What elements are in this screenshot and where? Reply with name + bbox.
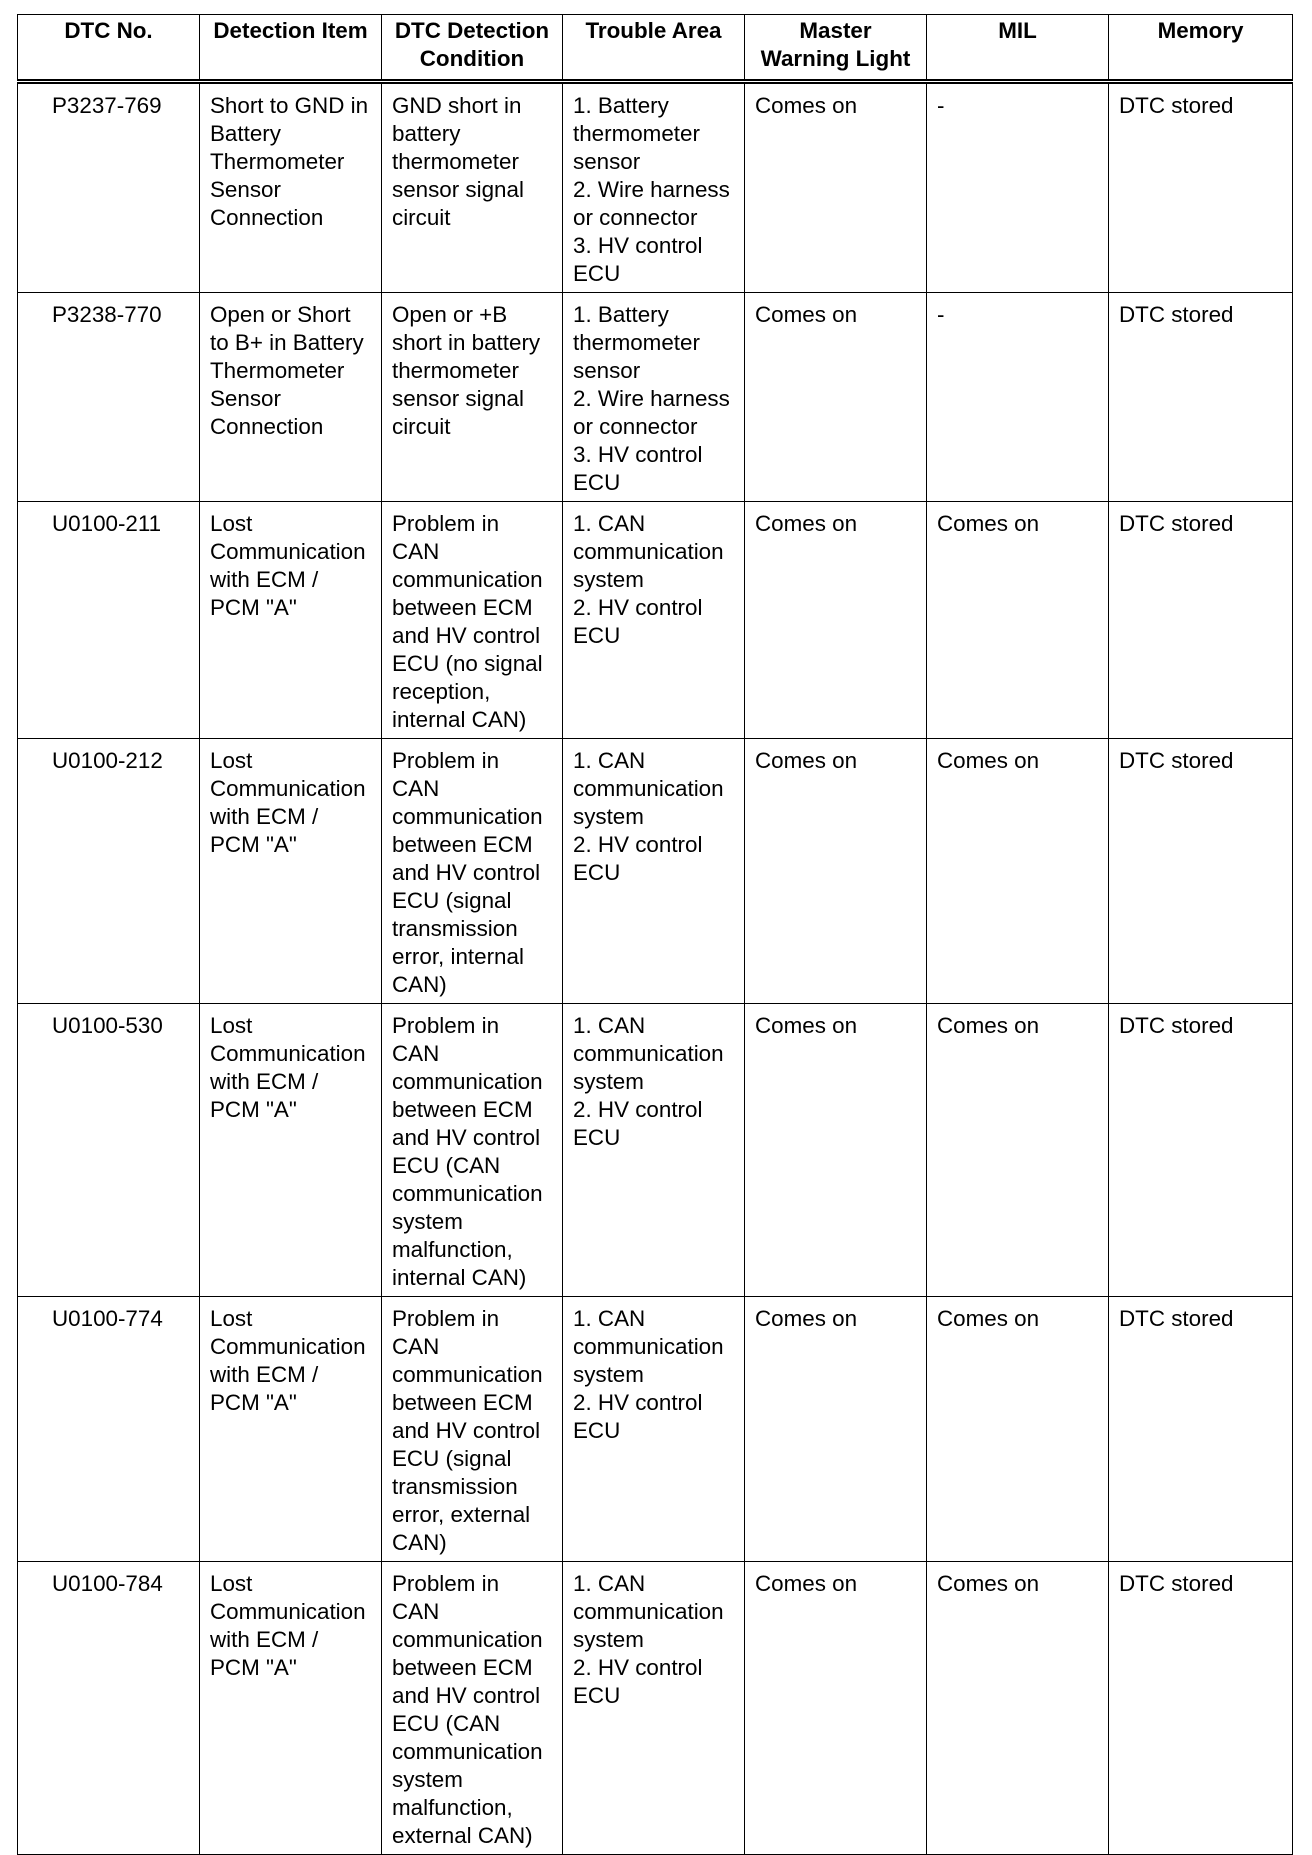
table-row [18, 293, 1293, 502]
table-row [18, 739, 1293, 1004]
detection-item-cell: Lost Communication with ECM / PCM "A" [200, 1004, 382, 1297]
trouble-area-cell: 1. CAN communication system 2. HV control ECU [563, 739, 745, 1004]
mil-cell: Comes on [927, 739, 1109, 1004]
master-warning-light-cell: Comes on [745, 739, 927, 1004]
header-master-warning-light: Master Warning Light [745, 15, 927, 82]
memory-cell: DTC stored [1109, 1297, 1293, 1562]
detection-condition-cell: Open or +B short in battery thermometer sensor signal circuit [382, 293, 563, 502]
mil-cell: Comes on [927, 1562, 1109, 1855]
trouble-area-cell: 1. CAN communication system 2. HV control ECU [563, 1297, 745, 1562]
dtc-no-cell: U0100-212 [18, 739, 200, 1004]
mil-cell: Comes on [927, 502, 1109, 739]
trouble-area-cell: 1. CAN communication system 2. HV control ECU [563, 502, 745, 739]
detection-condition-cell: Problem in CAN communication between ECM and HV control ECU (no signal reception, internal CAN) [382, 502, 563, 739]
mil-cell: Comes on [927, 1297, 1109, 1562]
table-row [18, 502, 1293, 739]
table-header [18, 15, 1293, 82]
memory-cell: DTC stored [1109, 1562, 1293, 1855]
document-page [17, 14, 1292, 1855]
master-warning-light-cell: Comes on [745, 293, 927, 502]
detection-item-cell: Lost Communication with ECM / PCM "A" [200, 1297, 382, 1562]
table-body [18, 82, 1293, 1855]
header-memory: Memory [1109, 15, 1293, 82]
detection-item-cell: Open or Short to B+ in Battery Thermometer Sensor Connection [200, 293, 382, 502]
detection-item-cell: Lost Communication with ECM / PCM "A" [200, 1562, 382, 1855]
detection-condition-cell: GND short in battery thermometer sensor signal circuit [382, 82, 563, 293]
detection-item-cell: Short to GND in Battery Thermometer Sensor Connection [200, 82, 382, 293]
detection-condition-cell: Problem in CAN communication between ECM and HV control ECU (CAN communication system malfunction, internal CAN) [382, 1004, 563, 1297]
dtc-no-cell: U0100-530 [18, 1004, 200, 1297]
header-detection-item: Detection Item [200, 15, 382, 82]
dtc-no-cell: P3238-770 [18, 293, 200, 502]
trouble-area-cell: 1. Battery thermometer sensor 2. Wire harness or connector 3. HV control ECU [563, 82, 745, 293]
memory-cell: DTC stored [1109, 739, 1293, 1004]
memory-cell: DTC stored [1109, 1004, 1293, 1297]
detection-condition-cell: Problem in CAN communication between ECM and HV control ECU (CAN communication system malfunction, external CAN) [382, 1562, 563, 1855]
detection-item-cell: Lost Communication with ECM / PCM "A" [200, 502, 382, 739]
detection-condition-cell: Problem in CAN communication between ECM and HV control ECU (signal transmission error, external CAN) [382, 1297, 563, 1562]
table-row [18, 1562, 1293, 1855]
mil-cell: - [927, 82, 1109, 293]
memory-cell: DTC stored [1109, 502, 1293, 739]
memory-cell: DTC stored [1109, 82, 1293, 293]
trouble-area-cell: 1. CAN communication system 2. HV control ECU [563, 1004, 745, 1297]
detection-item-cell: Lost Communication with ECM / PCM "A" [200, 739, 382, 1004]
dtc-no-cell: U0100-774 [18, 1297, 200, 1562]
header-dtc-no: DTC No. [18, 15, 200, 82]
trouble-area-cell: 1. CAN communication system 2. HV control ECU [563, 1562, 745, 1855]
dtc-no-cell: P3237-769 [18, 82, 200, 293]
master-warning-light-cell: Comes on [745, 502, 927, 739]
table-row [18, 1297, 1293, 1562]
master-warning-light-cell: Comes on [745, 82, 927, 293]
dtc-table [17, 14, 1293, 1855]
dtc-no-cell: U0100-784 [18, 1562, 200, 1855]
mil-cell: - [927, 293, 1109, 502]
master-warning-light-cell: Comes on [745, 1004, 927, 1297]
trouble-area-cell: 1. Battery thermometer sensor 2. Wire harness or connector 3. HV control ECU [563, 293, 745, 502]
detection-condition-cell: Problem in CAN communication between ECM and HV control ECU (signal transmission error, internal CAN) [382, 739, 563, 1004]
memory-cell: DTC stored [1109, 293, 1293, 502]
table-row [18, 1004, 1293, 1297]
master-warning-light-cell: Comes on [745, 1297, 927, 1562]
master-warning-light-cell: Comes on [745, 1562, 927, 1855]
table-row [18, 82, 1293, 293]
header-detection-condition: DTC Detection Condition [382, 15, 563, 82]
header-trouble-area: Trouble Area [563, 15, 745, 82]
header-row [18, 15, 1293, 82]
mil-cell: Comes on [927, 1004, 1109, 1297]
dtc-no-cell: U0100-211 [18, 502, 200, 739]
header-mil: MIL [927, 15, 1109, 82]
